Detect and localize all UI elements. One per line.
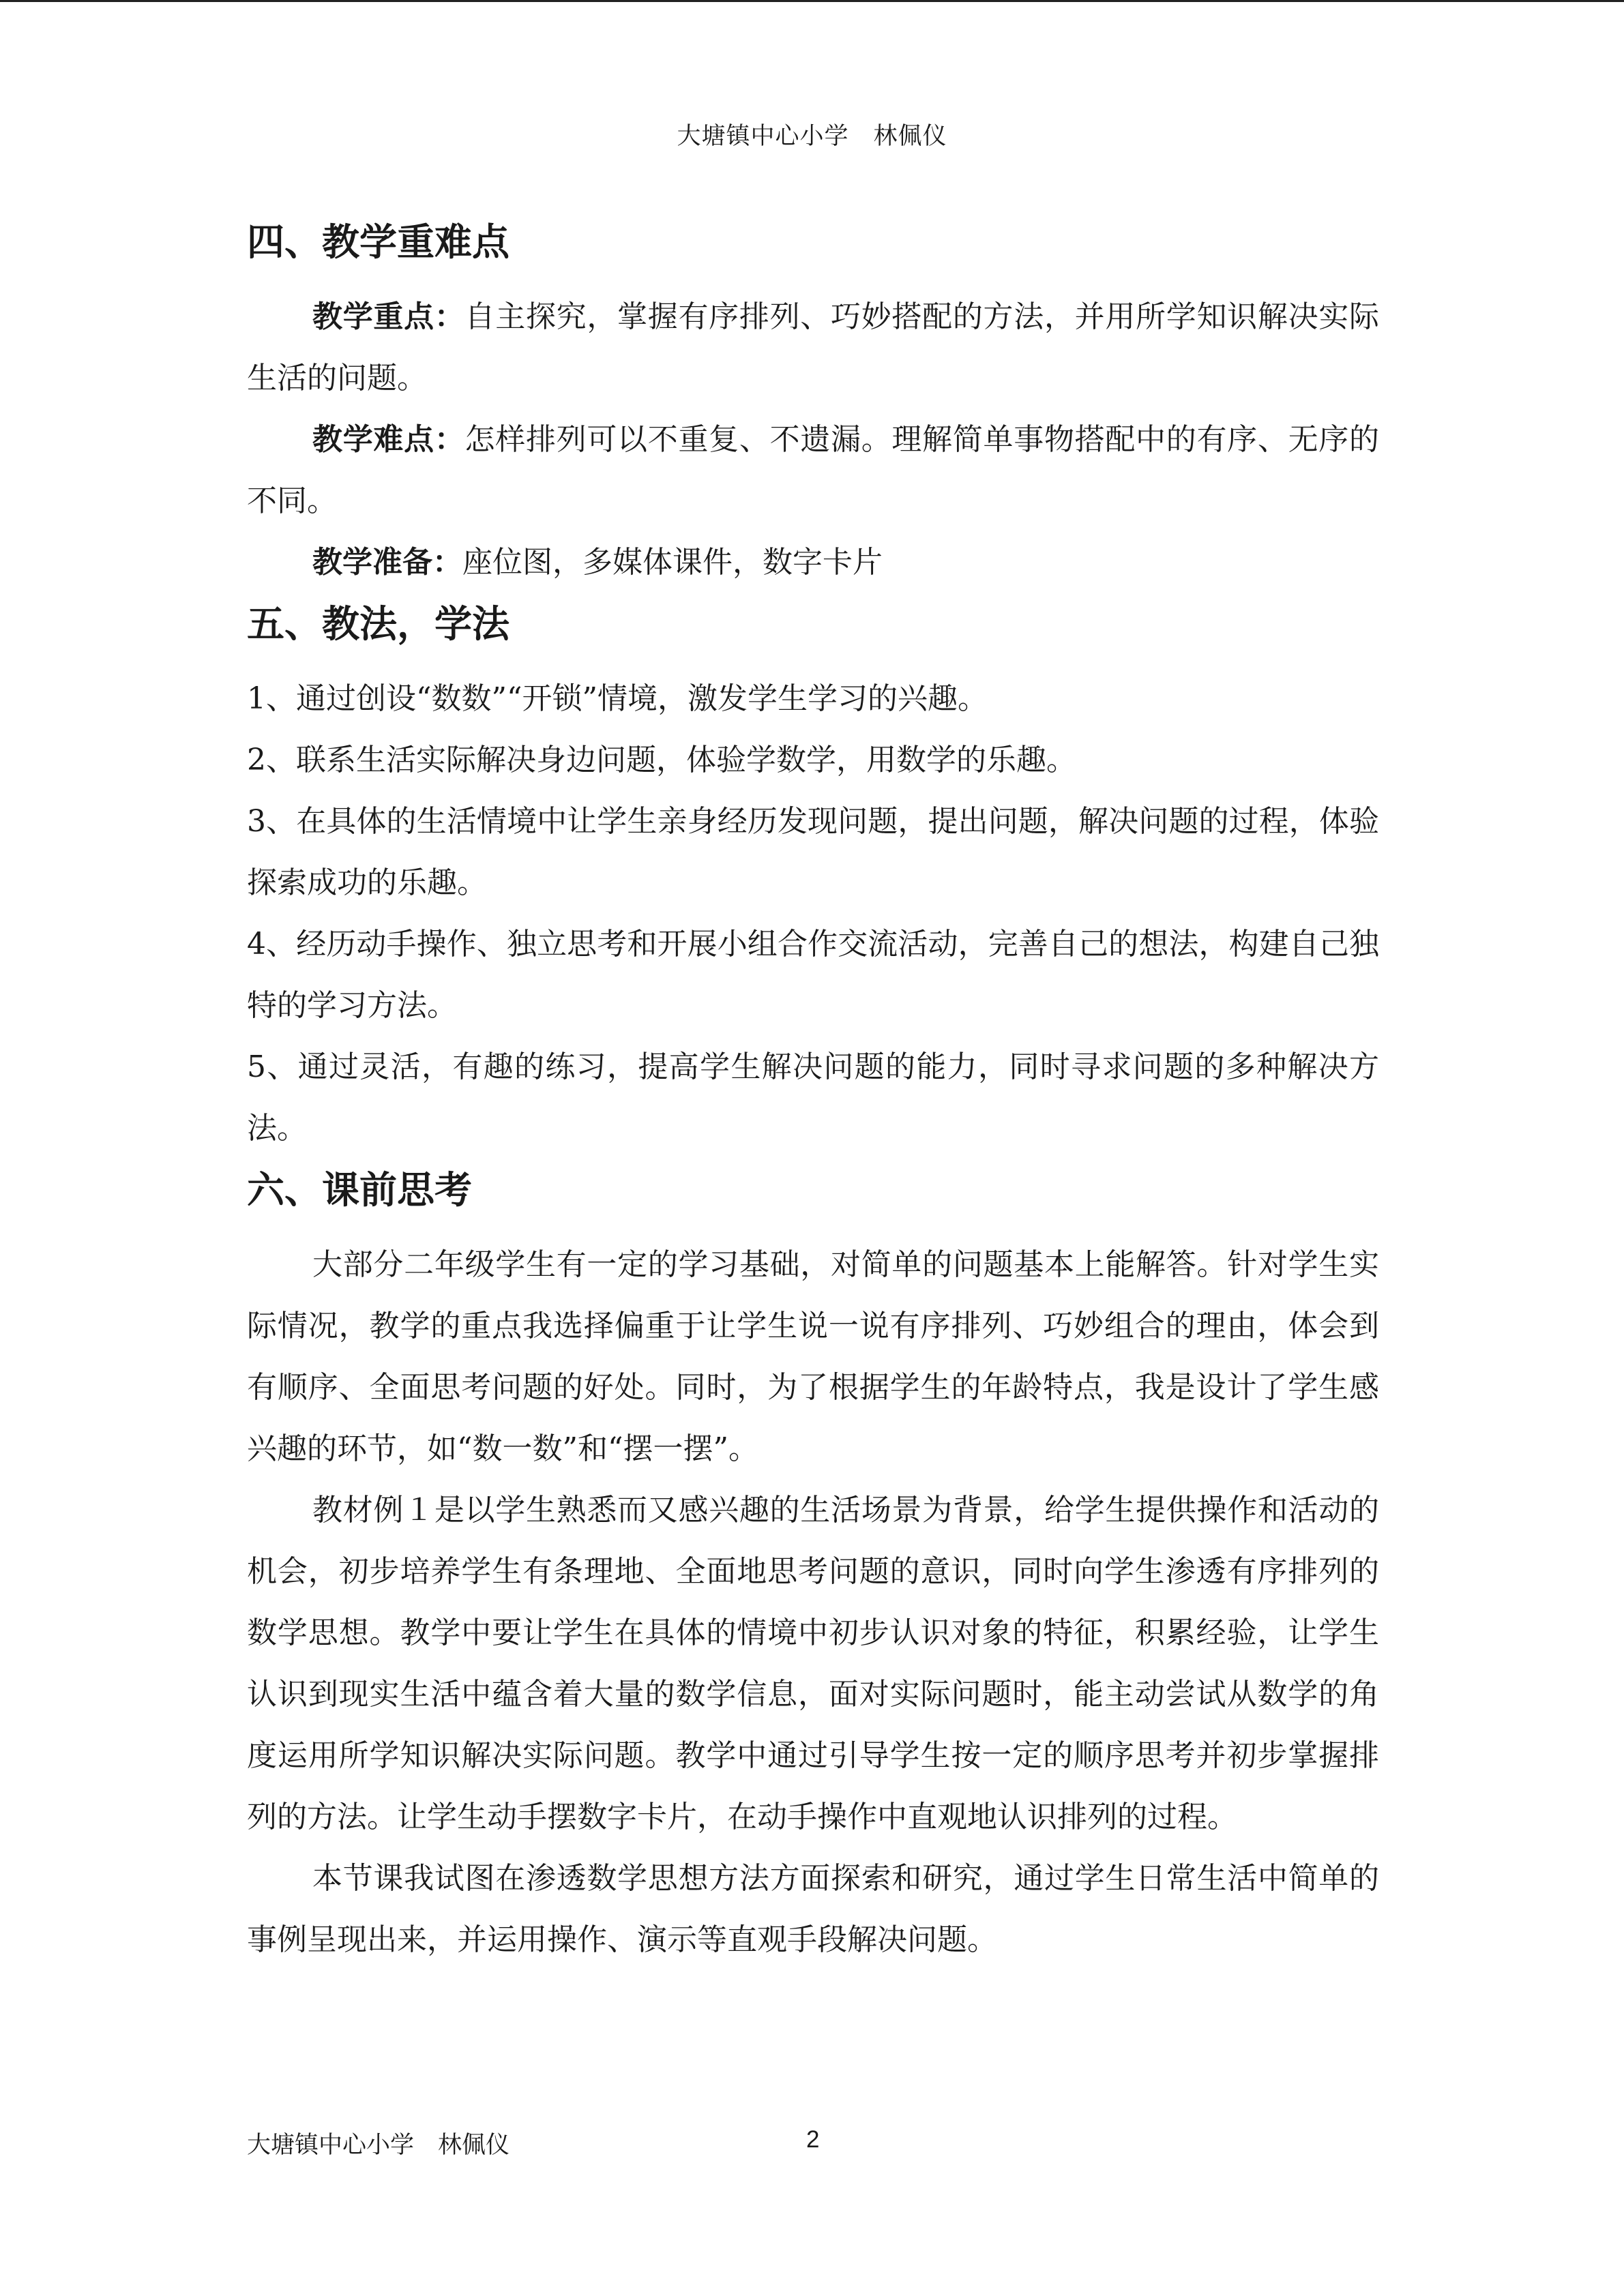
methods-list-item: 1、通过创设“数数”“开锁”情境，激发学生学习的兴趣。 [247, 681, 988, 716]
methods-list-item: 5、通过灵活，有趣的练习，提高学生解决问题的能力，同时寻求问题的多种解决方法。 [247, 1049, 1379, 1146]
teaching-preparation-text: 座位图，多媒体课件，数字卡片 [462, 545, 883, 580]
methods-list-item: 3、在具体的生活情境中让学生亲身经历发现问题，提出问题，解决问题的过程，体验探索成功的乐趣。 [247, 804, 1379, 900]
teaching-preparation-label: 教学准备： [312, 545, 462, 580]
top-border-line [0, 0, 1624, 2]
document-body [247, 211, 1379, 1971]
reflection-paragraph: 本节课我试图在渗透数学思想方法方面探索和研究，通过学生日常生活中简单的事例呈现出来，并运用操作、演示等直观手段解决问题。 [247, 1861, 1379, 1957]
teaching-key-text: 自主探究，掌握有序排列、巧妙搭配的方法，并用所学知识解决实际生活的问题。 [247, 299, 1379, 396]
page-number: 2 [806, 2126, 820, 2153]
teaching-preparation [247, 532, 1379, 593]
section-5-title: 五、教法，学法 [247, 601, 510, 646]
footer-author: 大塘镇中心小学 林佩仪 [247, 2132, 510, 2159]
section-4-title: 四、教学重难点 [247, 220, 510, 264]
reflection-paragraph: 教材例１是以学生熟悉而又感兴趣的生活场景为背景，给学生提供操作和活动的机会，初步培养学生有条理地、全面地思考问题的意识，同时向学生渗透有序排列的数学思想。教学中要让学生在具体的情境中初步认识对象的特征，积累经验，让学生认识到现实生活中蕴含着大量的数学信息，面对实际问题时，能主动尝试从数学的角度运用所学知识解决实际问题。教学中通过引导学生按一定的顺序思考并初步掌握排列的方法。让学生动手摆数字卡片，在动手操作中直观地认识排列的过程。 [247, 1493, 1379, 1834]
methods-list-item: 4、经历动手操作、独立思考和开展小组合作交流活动，完善自己的想法，构建自己独特的学习方法。 [247, 927, 1379, 1023]
teaching-difficulty-text: 怎样排列可以不重复、不遗漏。理解简单事物搭配中的有序、无序的不同。 [247, 422, 1379, 518]
page-header: 大塘镇中心小学 林佩仪 [677, 123, 947, 150]
teaching-difficulty [247, 409, 1379, 532]
methods-list-item: 2、联系生活实际解决身边问题，体验学数学，用数学的乐趣。 [247, 743, 1076, 777]
methods-list [247, 668, 1379, 1159]
page-footer [247, 2126, 1379, 2160]
teaching-difficulty-label: 教学难点： [312, 422, 465, 457]
reflection-paragraph: 大部分二年级学生有一定的学习基础，对简单的问题基本上能解答。针对学生实际情况，教学的重点我选择偏重于让学生说一说有序排列、巧妙组合的理由，体会到有顺序、全面思考问题的好处。同时，为了根据学生的年龄特点，我是设计了学生感兴趣的环节，如“数一数”和“摆一摆”。 [247, 1247, 1379, 1466]
section-6-title: 六、课前思考 [247, 1167, 473, 1212]
teaching-key-label: 教学重点： [312, 299, 465, 334]
teaching-key-point [247, 286, 1379, 409]
